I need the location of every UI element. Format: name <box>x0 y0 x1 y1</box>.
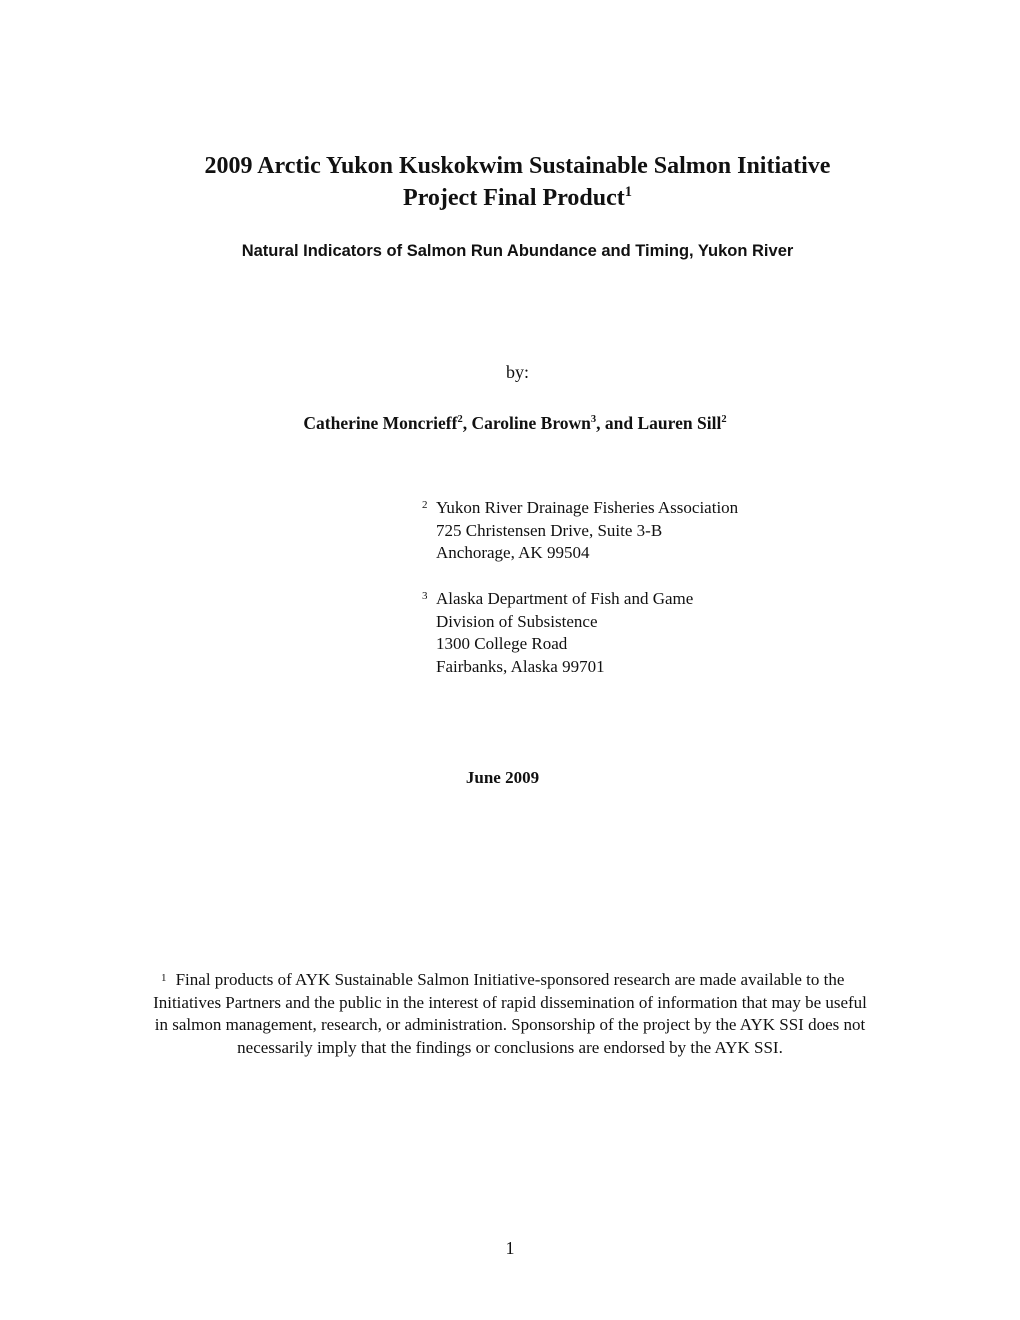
affiliation-line: 725 Christensen Drive, Suite 3-B <box>436 520 663 540</box>
footnote-text: Final products of AYK Sustainable Salmon Initiative-sponsored research are made available to the Initiatives Partners and the public in the interest of rapid dissemination of information that may be useful in salmon management, research, or administration. Sponsorship of the project by the AYK SSI does not necessarily imply that the findings or conclusions are endorsed by the AYK SSI. <box>153 970 867 1057</box>
document-subtitle: Natural Indicators of Salmon Run Abundance and Timing, Yukon River <box>241 242 794 260</box>
footnote <box>150 969 870 1059</box>
author-separator: , <box>462 413 472 433</box>
author-affiliation-ref: 2 <box>721 414 727 426</box>
affiliation-line: Yukon River Drainage Fisheries Association <box>436 498 739 517</box>
affiliation-number: 3 <box>422 590 428 602</box>
affiliation-line: 1300 College Road <box>436 634 568 653</box>
footnote-number: 1 <box>161 972 167 984</box>
affiliation-line: Division of Subsistence <box>436 611 598 631</box>
author-list <box>0 413 1020 434</box>
author-affiliation-ref: 3 <box>590 414 597 426</box>
affiliation-block <box>422 588 693 678</box>
page-number: 1 <box>505 1238 515 1258</box>
affiliation-block <box>422 497 738 565</box>
author-name: Caroline Brown <box>471 413 591 433</box>
title-line-2: Project Final Product <box>403 185 625 211</box>
affiliation-number: 2 <box>422 499 428 511</box>
document-title <box>100 150 935 214</box>
affiliation-line: Alaska Department of Fish and Game <box>436 589 694 608</box>
title-line-1: 2009 Arctic Yukon Kuskokwim Sustainable Salmon Initiative <box>204 153 831 179</box>
title-footnote-ref: 1 <box>624 184 632 200</box>
affiliation-line: Anchorage, AK 99504 <box>436 543 590 562</box>
document-date: June 2009 <box>465 768 540 787</box>
by-label: by: <box>505 362 529 382</box>
author-name: Catherine Moncrieff <box>303 413 458 433</box>
author-affiliation-ref: 2 <box>457 414 463 426</box>
author-separator: , and <box>596 413 638 433</box>
affiliation-line: Fairbanks, Alaska 99701 <box>436 656 605 676</box>
author-name: Lauren Sill <box>637 413 722 433</box>
